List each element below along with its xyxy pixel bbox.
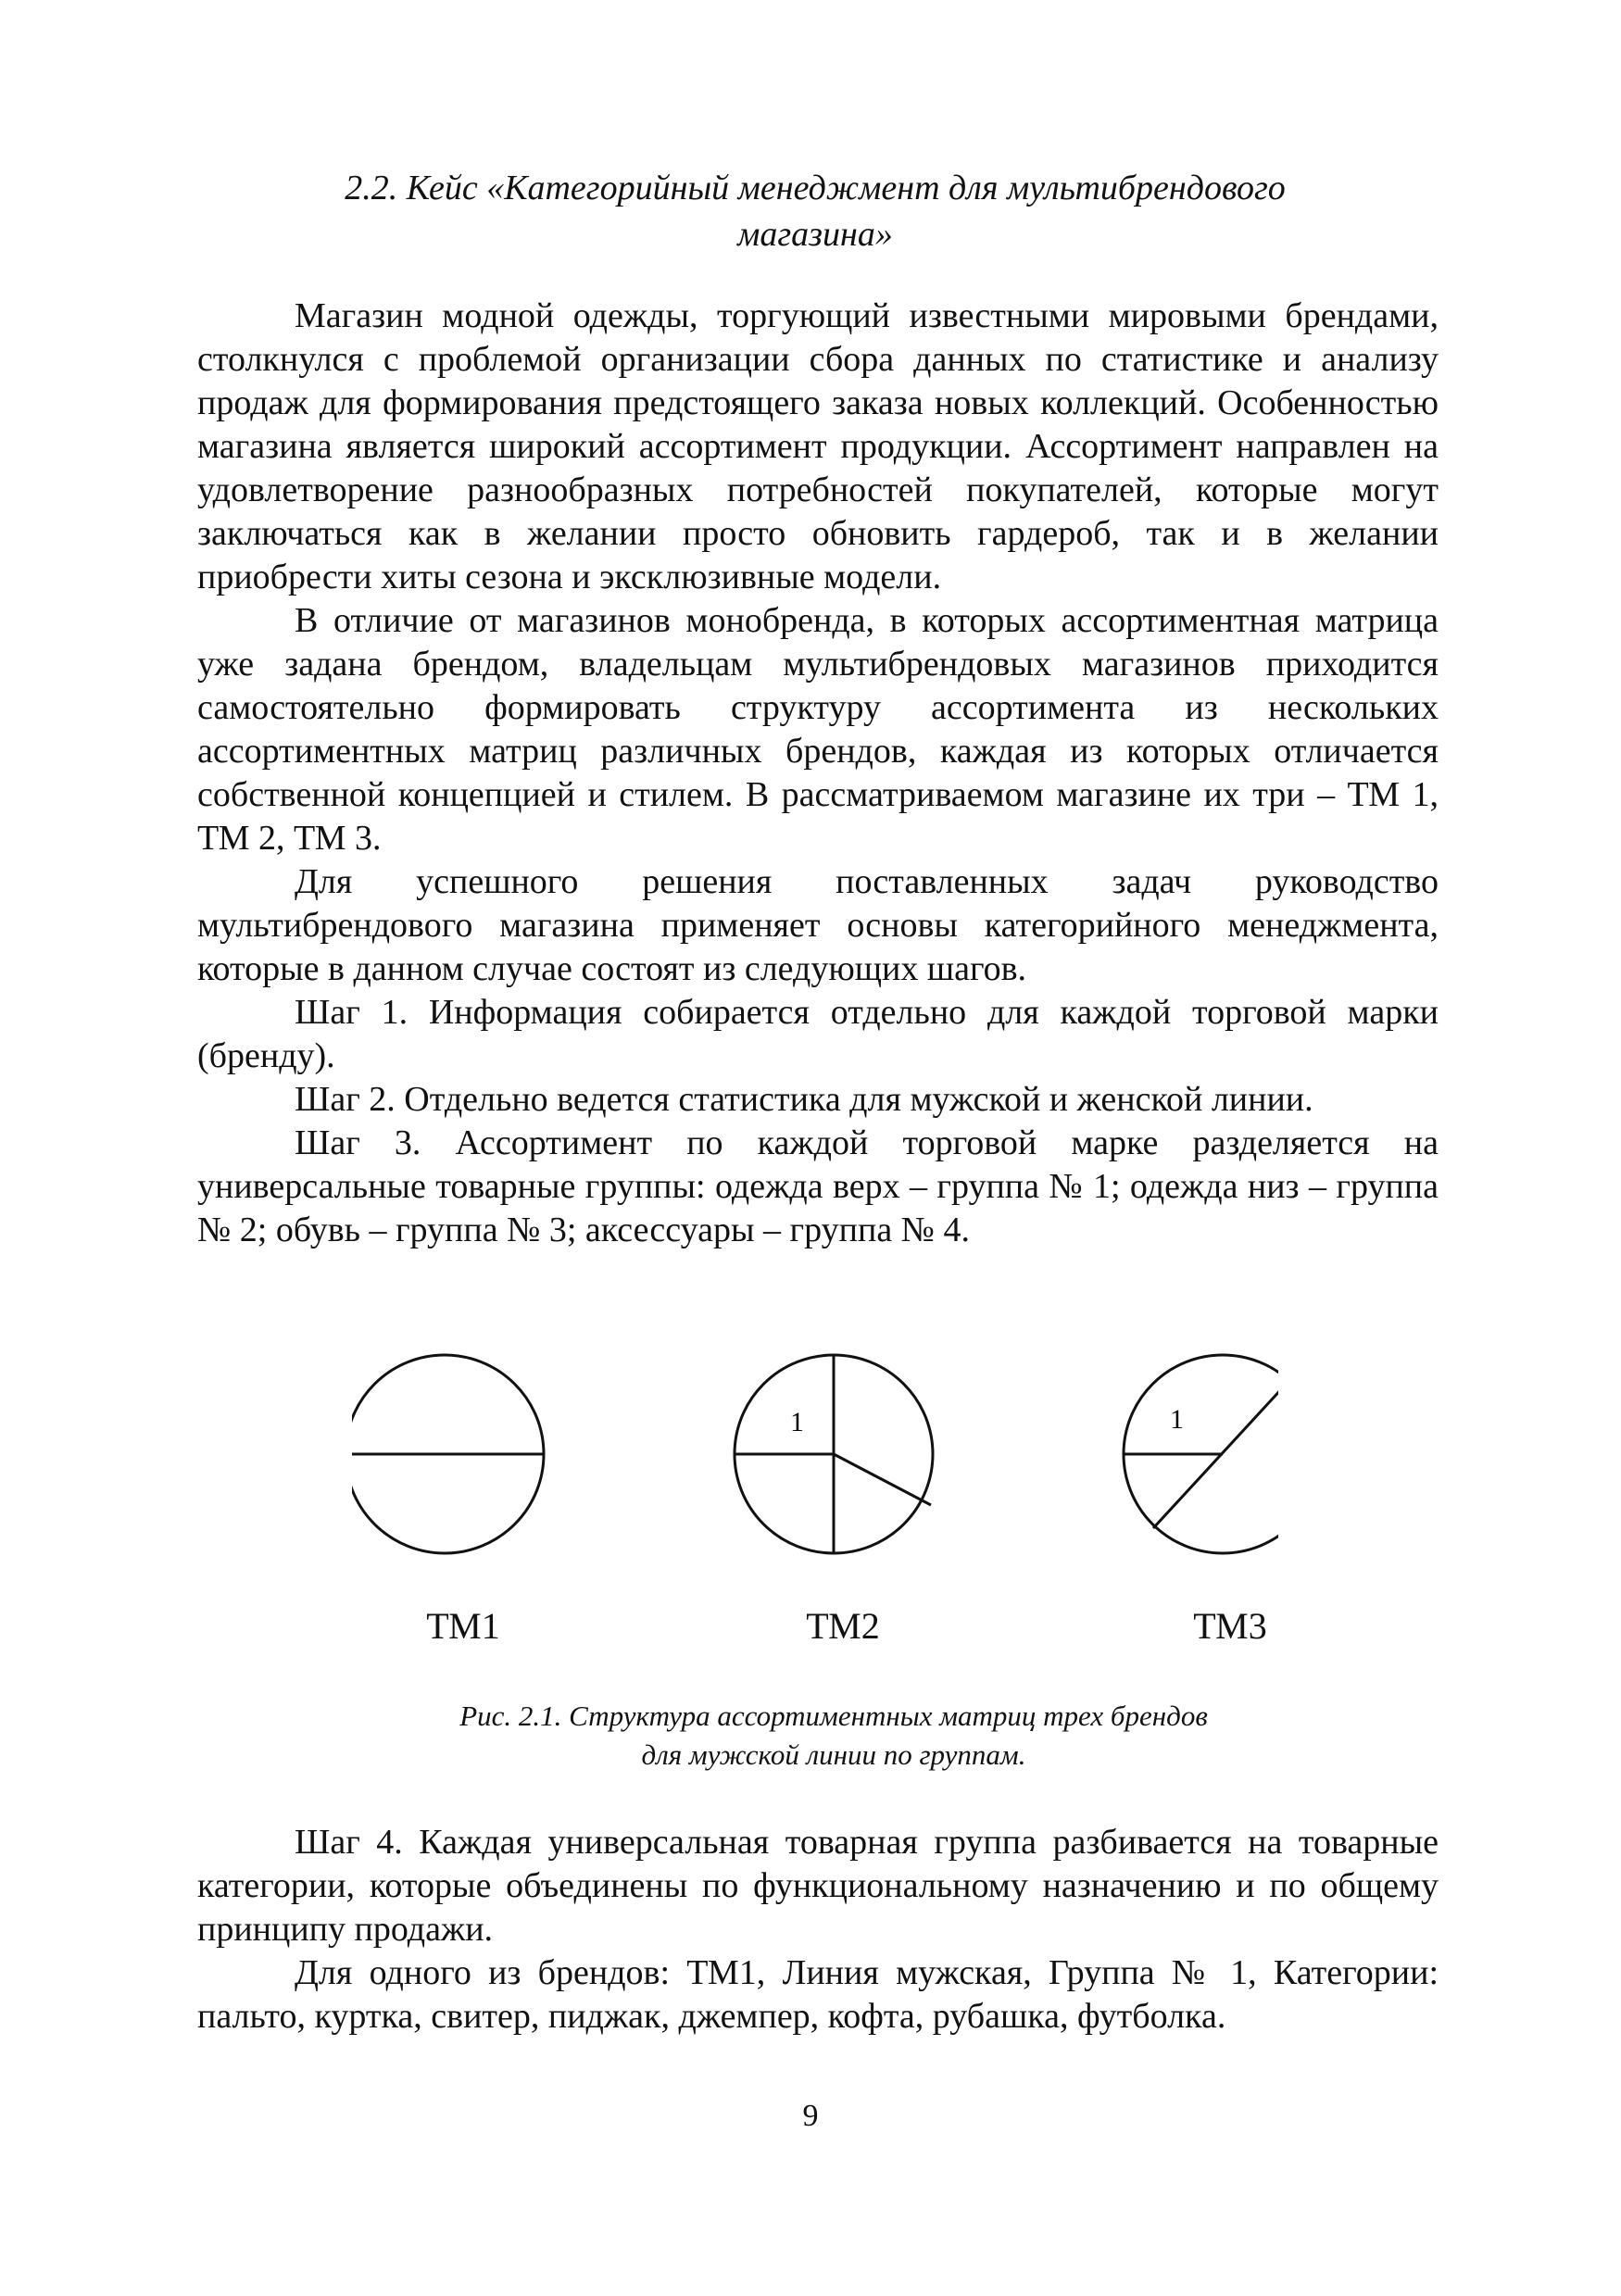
section-heading-line-1: 2.2. Кейс «Категорийный менеджмент для мультибрендового: [345, 169, 1286, 207]
figure-caption: [352, 1697, 1315, 1775]
body-text-bottom: [197, 1821, 1439, 2039]
tm3-diagram: [1124, 1355, 1278, 1553]
section-heading-line-2: магазина»: [737, 215, 893, 254]
figure-caption-line-2: для мужской линии по группам.: [641, 1738, 1026, 1771]
body-text-top: [197, 295, 1439, 1252]
paragraph: Шаг 1. Информация собирается отдельно для каждой торговой марки (бренду).: [197, 993, 1439, 1075]
section-heading: [259, 165, 1371, 257]
page-number: 9: [802, 2099, 819, 2133]
paragraph: Для успешного решения поставленных задач руководство мультибрендового магазина применяет основы категорийного менеджмента, которые в данном случае состоят из следующих шагов.: [197, 862, 1439, 988]
paragraph: Шаг 4. Каждая универсальная товарная группа разбивается на товарные категории, которые объединены по функциональному назначению и по общему принципу продажи.: [197, 1823, 1439, 1949]
tm2-label: ТМ2: [806, 1605, 880, 1647]
paragraph: В отличие от магазинов монобренда, в которых ассортиментная матрица уже задана брендом, владельцам мультибрендовых магазинов приходится самостоятельно формировать структуру ассортимента из нескольких ассортиментных матриц различных брендов, каждая из которых отличается собственной концепцией и стилем. В рассматриваемом магазине их три – ТМ 1, ТМ 2, ТМ 3.: [197, 601, 1439, 858]
tm3-label: ТМ3: [1193, 1605, 1267, 1647]
tm3-segment-marker: 1: [1170, 1404, 1184, 1435]
tm1-diagram: [352, 1355, 544, 1553]
paragraph: Магазин модной одежды, торгующий известными мировыми брендами, столкнулся с проблемой организации сбора данных по статистике и анализу продаж для формирования предстоящего заказа новых коллекций. Особенностью магазина является широкий ассортимент продукции. Ассортимент направлен на удовлетворение разнообразных потребностей покупателей, которые могут заключаться как в желании просто обновить гардероб, так и в желании приобрести хиты сезона и эксклюзивные модели.: [197, 296, 1439, 596]
paragraph: Для одного из брендов: ТМ1, Линия мужская, Группа № 1, Категории: пальто, куртка, свитер, пиджак, джемпер, кофта, рубашка, футболка.: [197, 1953, 1439, 2036]
assortment-structure-figure: [352, 1352, 1278, 1584]
tm2-diagram: [735, 1355, 933, 1553]
tm1-label: ТМ1: [426, 1605, 500, 1647]
paragraph: Шаг 3. Ассортимент по каждой торговой марке разделяется на универсальные товарные группы: одежда верх – группа № 1; одежда низ – группа № 2; обувь – группа № 3; аксессуары – группа № 4.: [197, 1123, 1439, 1249]
figure-caption-line-1: Рис. 2.1. Структура ассортиментных матриц трех брендов: [459, 1700, 1208, 1732]
tm2-lower-right-divider: [834, 1454, 931, 1505]
tm3-diagonal-divider: [1153, 1375, 1278, 1528]
paragraph: Шаг 2. Отдельно ведется статистика для мужской и женской линии.: [295, 1080, 1313, 1119]
tm2-segment-marker: 1: [790, 1407, 804, 1437]
